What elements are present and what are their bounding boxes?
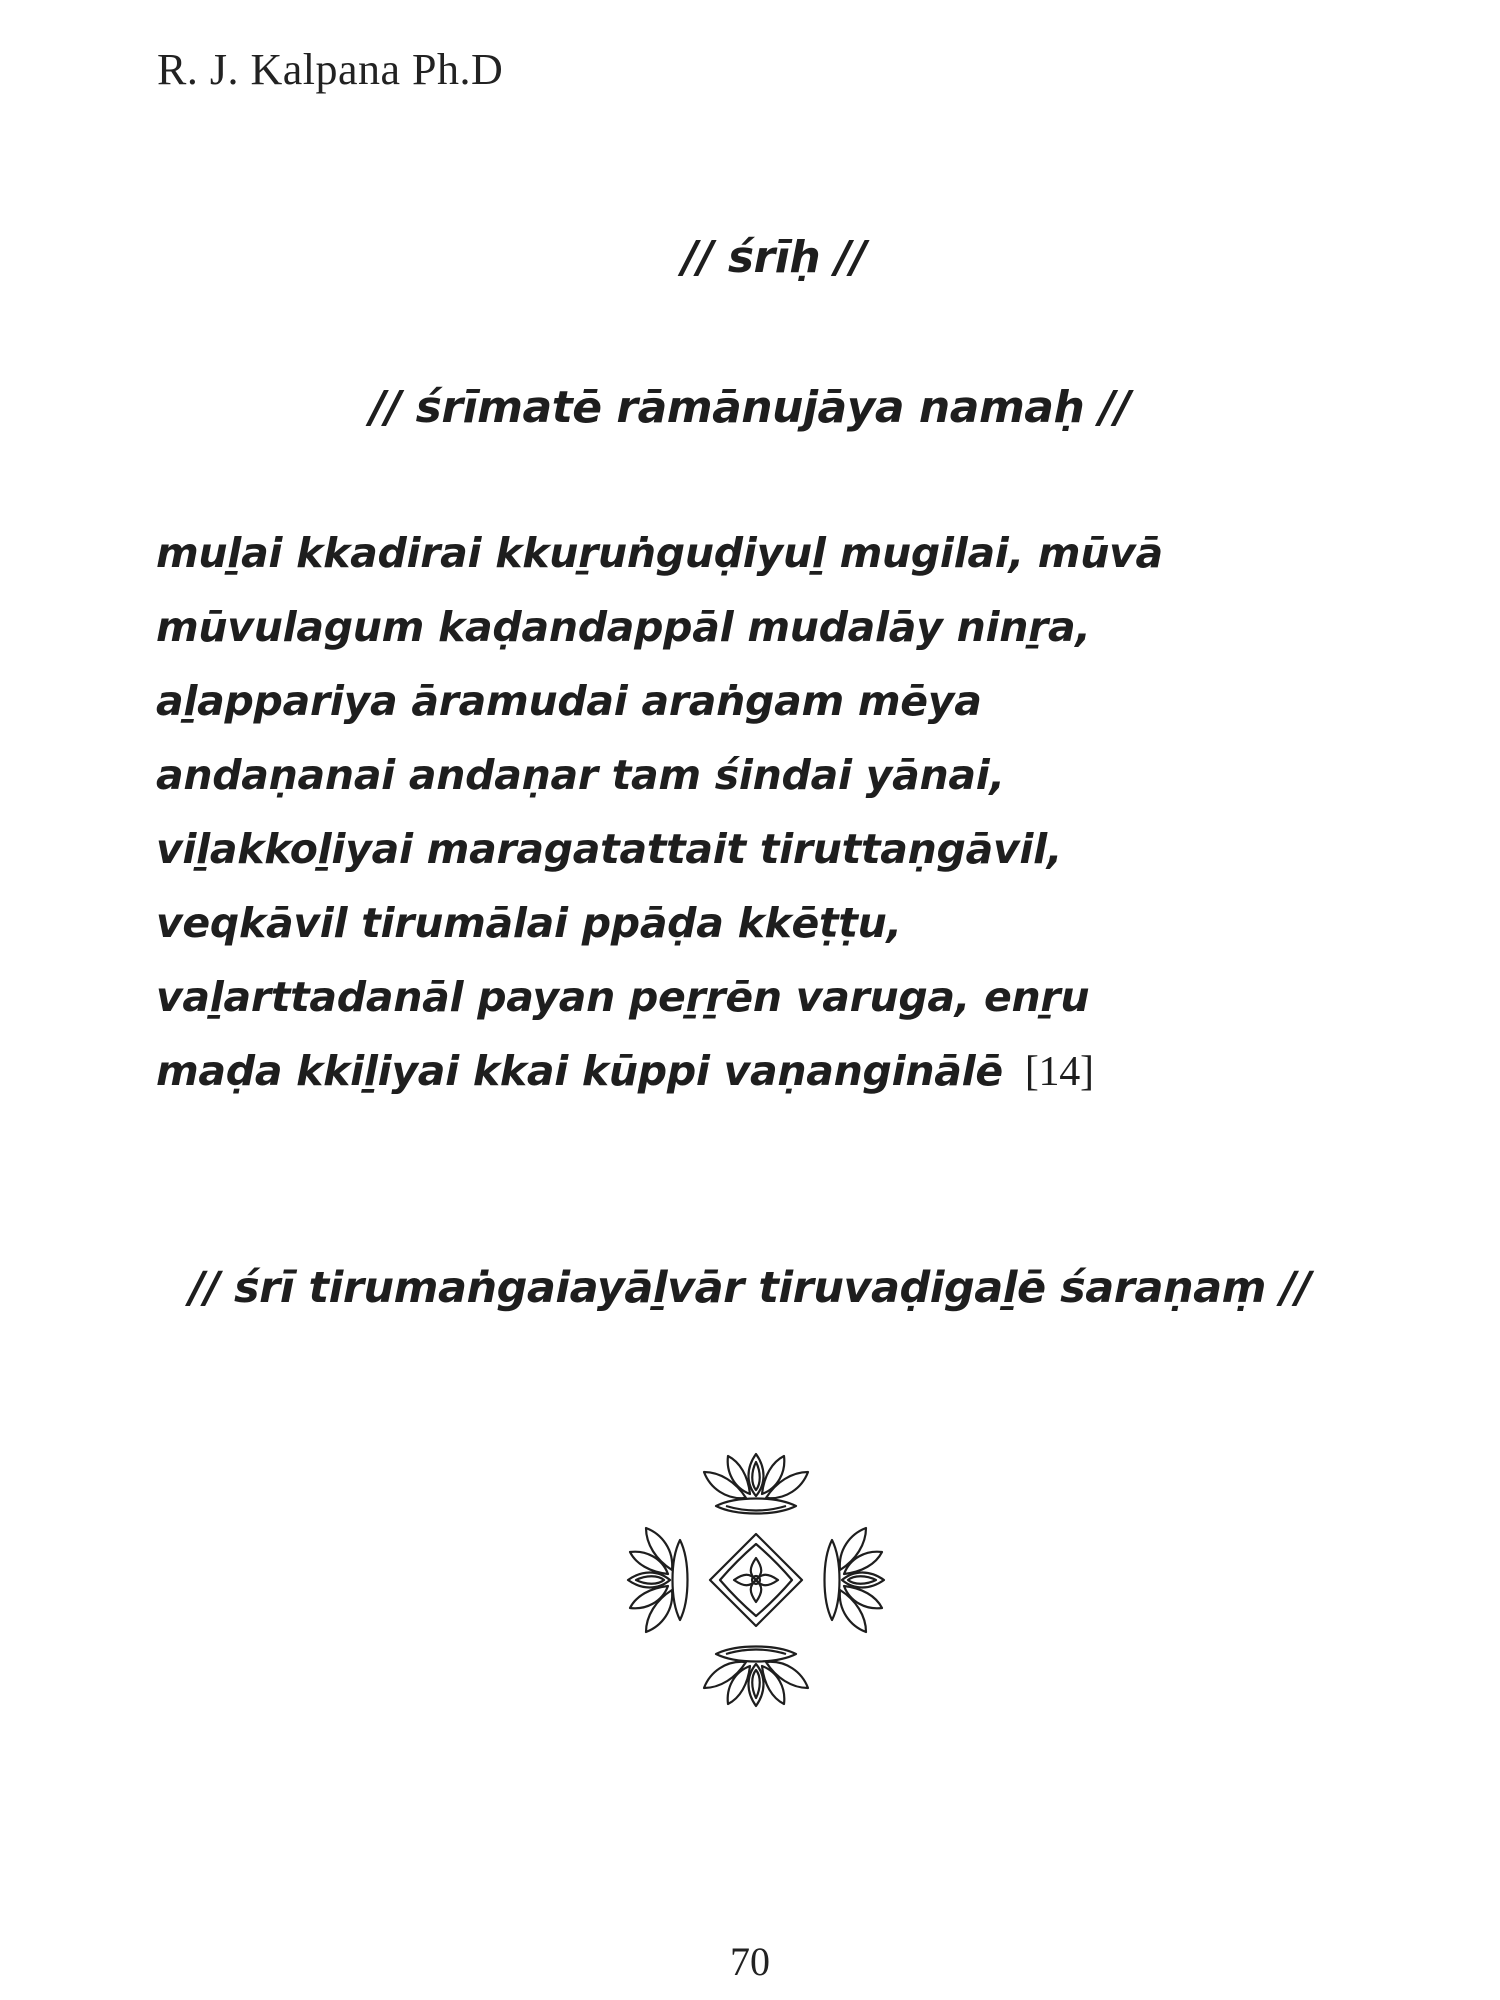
invocation-ramanuja: // śrīmatē rāmānujāya namaḥ // bbox=[369, 382, 1131, 433]
verse-line: andaṇanai andaṇar tam śindai yānai, bbox=[156, 751, 1005, 799]
bottom-lotus-icon bbox=[704, 1647, 808, 1707]
verse-number: [14] bbox=[1024, 1049, 1094, 1095]
verse-line: muḻai kkadirai kkuṟuṅguḍiyuḻ mugilai, mūvā bbox=[156, 529, 1163, 577]
verse-block bbox=[156, 516, 1163, 1109]
verse-line: aḻappariya āramudai araṅgam mēya bbox=[156, 677, 982, 725]
right-lotus-icon bbox=[825, 1528, 885, 1632]
top-lotus-icon bbox=[704, 1454, 808, 1514]
center-flower-icon bbox=[710, 1534, 802, 1626]
left-lotus-icon bbox=[628, 1528, 688, 1632]
verse-line: veqkāvil tirumālai ppāḍa kkēṭṭu, bbox=[156, 899, 902, 947]
running-head: R. J. Kalpana Ph.D bbox=[157, 45, 504, 94]
invocation-sri: // śrīḥ // bbox=[681, 232, 867, 283]
verse-line-text: maḍa kkiḻiyai kkai kūppi vaṇanginālē bbox=[156, 1047, 1003, 1095]
invocation-closing: // śrī tirumaṅgaiayāḻvār tiruvaḍigaḻē śaraṇaṃ // bbox=[189, 1263, 1311, 1313]
verse-line: viḻakkoḻiyai maragatattait tiruttaṇgāvil, bbox=[156, 825, 1063, 873]
verse-line: mūvulagum kaḍandappāl mudalāy ninṟa, bbox=[156, 603, 1091, 651]
verse-line-last bbox=[156, 1034, 1163, 1109]
page-number: 70 bbox=[730, 1939, 770, 1984]
lotus-kolam-ornament-icon bbox=[620, 1430, 892, 1730]
verse-line: vaḻarttadanāl payan peṟṟēn varuga, enṟu bbox=[156, 973, 1090, 1021]
